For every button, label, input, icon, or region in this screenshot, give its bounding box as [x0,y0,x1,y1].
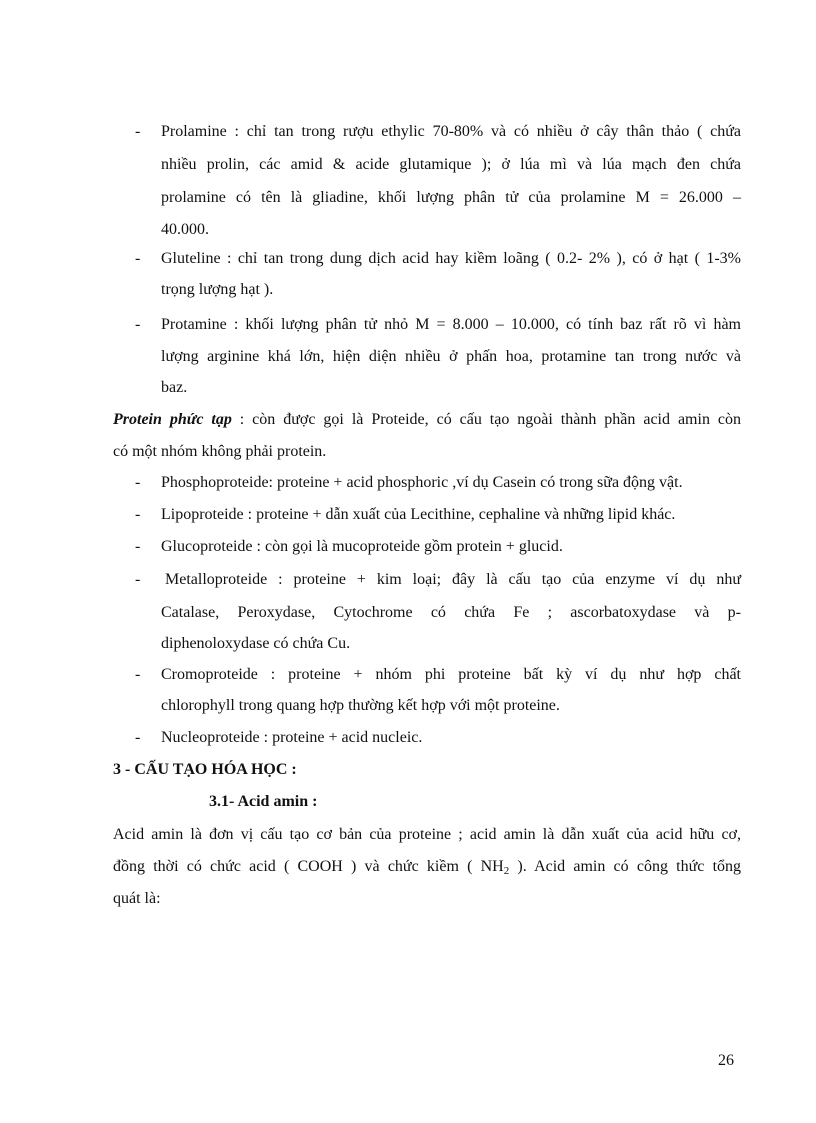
bullet-dash: - [135,729,141,746]
subsection-heading: 3.1- Acid amin : [209,793,318,810]
bullet-dash: - [135,571,141,588]
bullet-dash: - [135,506,141,523]
prolamine-line-3: prolamine có tên là gliadine, khối lượng phân tử của prolamine M = 26.000 – [161,189,741,206]
section-heading: 3 - CẤU TẠO HÓA HỌC : [113,761,297,778]
metalloproteide-line-1: Metalloproteide : proteine + kim loại; đây là cấu tạo của enzyme ví dụ như [165,571,741,588]
nh2-subscript: 2 [503,865,510,877]
acid-amin-line-2-start: đồng thời có chức acid ( COOH ) và chức kiềm ( NH [113,858,504,875]
acid-amin-line-2 [113,857,741,881]
bullet-dash: - [135,538,141,555]
gluteline-line-2: trọng lượng hạt ). [161,281,274,298]
bullet-dash: - [135,316,141,333]
complex-protein-term: Protein phức tạp [113,411,232,428]
nucleoproteide-line: Nucleoproteide : proteine + acid nucleic. [161,729,423,746]
prolamine-line-1: Prolamine : chỉ tan trong rượu ethylic 70-80% và có nhiều ở cây thân thảo ( chứa [161,123,741,140]
gluteline-line-1: Gluteline : chỉ tan trong dung dịch acid hay kiềm loãng ( 0.2- 2% ), có ở hạt ( 1-3% [161,250,741,267]
protamine-line-1: Protamine : khối lượng phân tử nhỏ M = 8.000 – 10.000, có tính baz rất rõ vì hàm [161,316,741,333]
page-number: 26 [718,1052,734,1069]
acid-amin-line-2-end: ). Acid amin có công thức tổng [509,858,742,875]
prolamine-line-4: 40.000. [161,221,209,238]
bullet-dash: - [135,123,141,140]
cromoproteide-line-1: Cromoproteide : proteine + nhóm phi proteine bất kỳ ví dụ như hợp chất [161,666,741,683]
bullet-dash: - [135,250,141,267]
complex-protein-line-2: có một nhóm không phải protein. [113,443,327,460]
prolamine-line-2: nhiều prolin, các amid & acide glutamique ); ở lúa mì và lúa mạch đen chứa [161,156,741,173]
lipoproteide-line: Lipoproteide : proteine + dẫn xuất của Lecithine, cephaline và những lipid khác. [161,506,676,523]
glucoproteide-line: Glucoproteide : còn gọi là mucoproteide gồm protein + glucid. [161,538,563,555]
complex-protein-line-1 [113,410,741,430]
metalloproteide-line-3: diphenoloxydase có chứa Cu. [161,635,351,652]
protamine-line-2: lượng arginine khá lớn, hiện diện nhiều ở phấn hoa, protamine tan trong nước và [161,348,741,365]
metalloproteide-line-2: Catalase, Peroxydase, Cytochrome có chứa Fe ; ascorbatoxydase và p- [161,604,741,621]
complex-protein-definition: : còn được gọi là Proteide, có cấu tạo ngoài thành phần acid amin còn [231,411,741,428]
bullet-dash: - [135,666,141,683]
acid-amin-line-3: quát là: [113,890,161,907]
bullet-dash: - [135,474,141,491]
protamine-line-3: baz. [161,379,188,396]
cromoproteide-line-2: chlorophyll trong quang hợp thường kết hợp với một proteine. [161,697,560,714]
acid-amin-line-1: Acid amin là đơn vị cấu tạo cơ bản của proteine ; acid amin là dẫn xuất của acid hữu cơ, [113,826,741,843]
phosphoproteide-line: Phosphoproteide: proteine + acid phosphoric ,ví dụ Casein có trong sữa động vật. [161,474,683,491]
